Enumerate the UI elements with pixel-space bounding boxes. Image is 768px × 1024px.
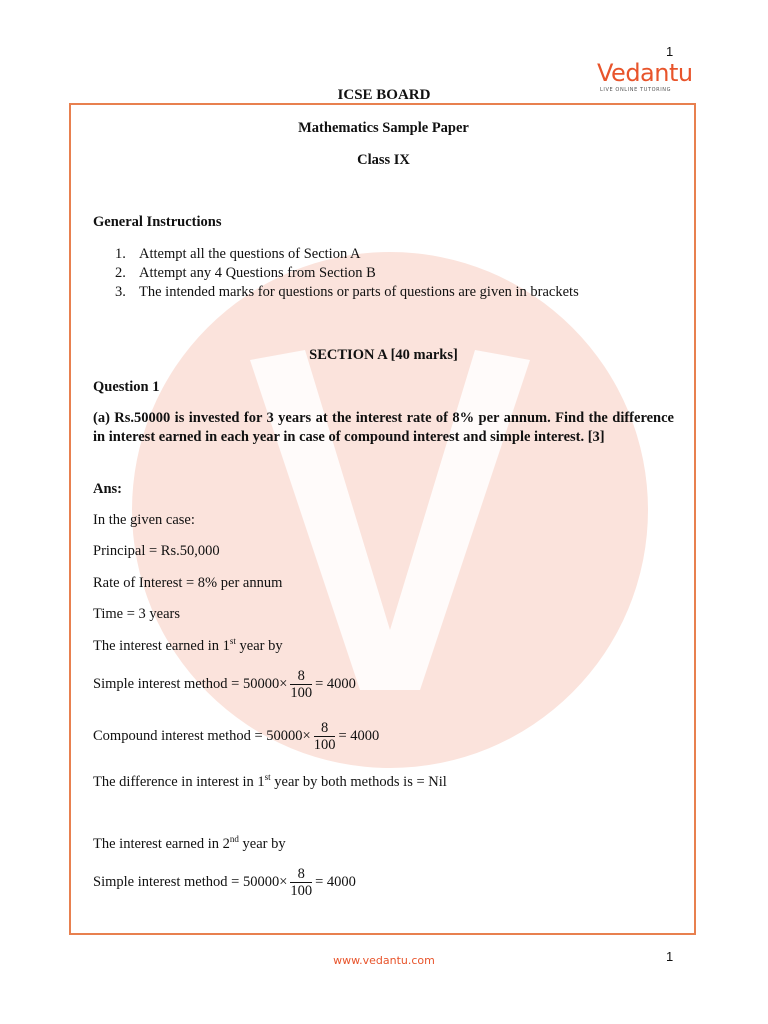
ci1-fraction <box>314 720 336 753</box>
si2-fraction <box>290 866 312 899</box>
instruction-item <box>115 245 361 264</box>
question-text: (a) Rs.50000 is invested for 3 years at the interest rate of 8% per annum. Find the difference in interest earned in each year in case of compound interest and simple interest. [3] <box>93 410 674 445</box>
question-label: Question 1 <box>93 379 160 395</box>
si1-denominator: 100 <box>290 685 313 701</box>
ci1-label: Compound interest method <box>93 727 251 744</box>
si1-lhs: = 50000× <box>231 675 288 692</box>
class-label: Class IX <box>357 152 410 168</box>
ci1-rhs: = 4000 <box>338 727 380 744</box>
si2-numerator: 8 <box>290 866 312 883</box>
ci1-equation <box>93 720 379 753</box>
instruction-text: The intended marks for questions or parts of questions are given in brackets <box>139 284 579 300</box>
principal-line: Principal = Rs.50,000 <box>93 543 220 559</box>
year1-heading <box>93 637 283 656</box>
ci1-lhs: = 50000× <box>254 727 311 744</box>
year1-prefix: The interest earned in 1 <box>93 638 230 654</box>
instructions-heading: General Instructions <box>93 214 222 230</box>
year2-suffix: year by <box>238 836 286 852</box>
ci1-denominator: 100 <box>313 737 336 753</box>
si1-numerator: 8 <box>290 668 312 685</box>
instruction-item <box>115 264 376 283</box>
si1-equation <box>93 668 356 701</box>
instruction-number: 3. <box>115 284 126 300</box>
logo-wordmark: Vedantu <box>597 59 693 87</box>
page-number-bottom: 1 <box>666 949 674 964</box>
instruction-item <box>115 283 579 302</box>
si2-lhs: = 50000× <box>231 873 288 890</box>
year1-sup: st <box>229 636 236 646</box>
si2-label: Simple interest method <box>93 873 228 890</box>
si1-label: Simple interest method <box>93 675 228 692</box>
si2-denominator: 100 <box>290 883 313 899</box>
diff1-suffix: year by both methods is = Nil <box>270 774 447 790</box>
time-line: Time = 3 years <box>93 606 180 622</box>
diff1-line <box>93 773 447 792</box>
instruction-text: Attempt all the questions of Section A <box>139 246 361 262</box>
answer-intro: In the given case: <box>93 512 195 528</box>
footer-website-link[interactable]: www.vedantu.com <box>333 954 435 967</box>
instruction-text: Attempt any 4 Questions from Section B <box>139 265 376 281</box>
year2-sup: nd <box>229 834 239 844</box>
year2-prefix: The interest earned in 2 <box>93 836 230 852</box>
diff1-prefix: The difference in interest in 1 <box>93 774 265 790</box>
si2-rhs: = 4000 <box>315 873 356 890</box>
ci1-numerator: 8 <box>314 720 336 737</box>
si1-rhs: = 4000 <box>315 675 356 692</box>
instruction-number: 1. <box>115 246 126 262</box>
answer-label: Ans: <box>93 481 123 497</box>
paper-title: Mathematics Sample Paper <box>298 120 469 136</box>
year1-suffix: year by <box>235 638 283 654</box>
year2-heading <box>93 835 286 854</box>
rate-line: Rate of Interest = 8% per annum <box>93 575 283 591</box>
logo-tagline: LIVE ONLINE TUTORING <box>600 87 672 93</box>
page-number-top: 1 <box>666 44 674 59</box>
board-title: ICSE BOARD <box>337 87 431 103</box>
instruction-number: 2. <box>115 265 126 281</box>
si1-fraction <box>290 668 312 701</box>
si2-equation <box>93 866 356 899</box>
diff1-sup: st <box>264 772 271 782</box>
section-title: SECTION A [40 marks] <box>309 347 458 363</box>
